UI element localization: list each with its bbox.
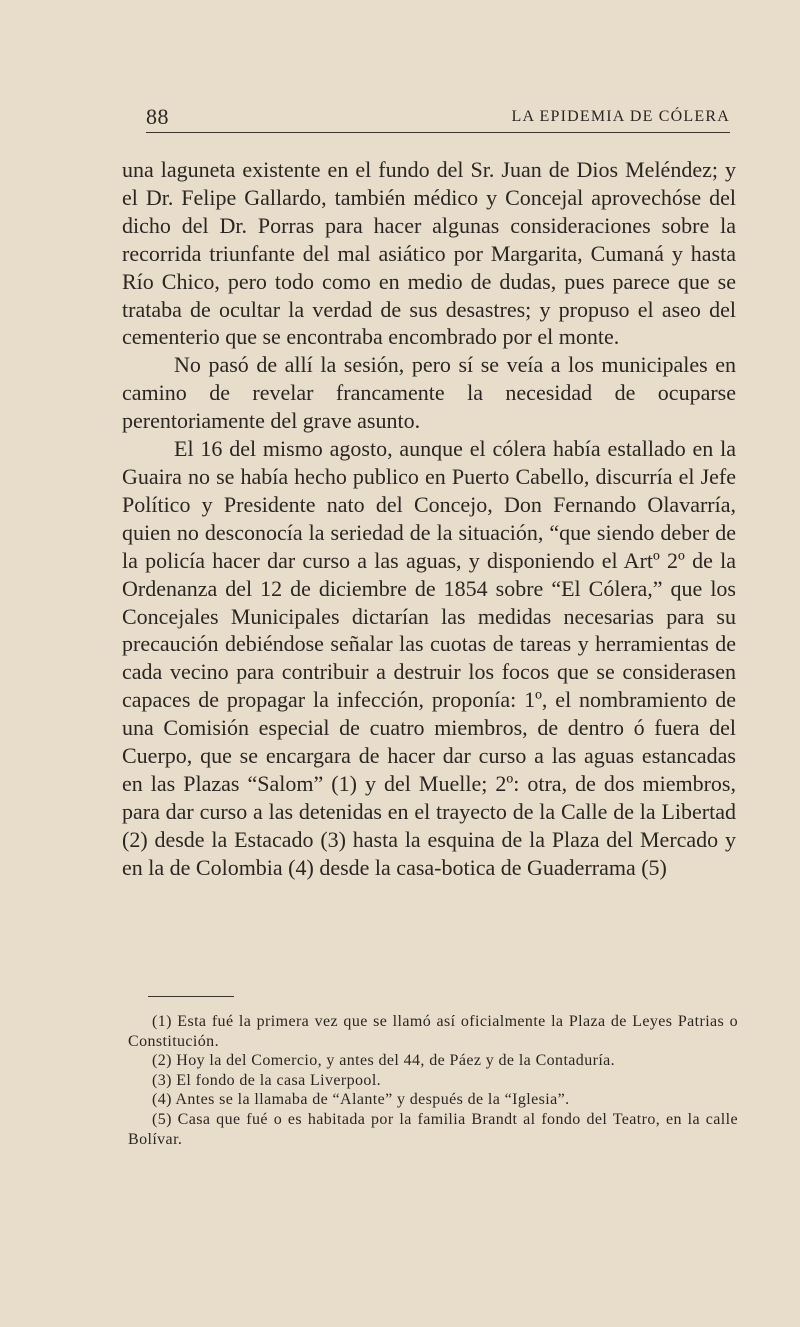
page-header	[146, 104, 730, 130]
running-title: LA EPIDEMIA DE CÓLERA	[511, 108, 730, 125]
paragraph-2: No pasó de allí la sesión, pero sí se veía a los municipales en camino de revelar francamente la necesidad de ocuparse perentoriamente del grave asunto.	[122, 352, 736, 434]
footnote-3: (3) El fondo de la casa Liverpool.	[152, 1071, 382, 1089]
page-number: 88	[146, 104, 169, 129]
paragraph-3: El 16 del mismo agosto, aunque el cólera había estallado en la Guaira no se había hecho publico en Puerto Cabello, discurría el Jefe Político y Presidente nato del Concejo, Don Fernando Olavarría, quien no desconocía la seriedad de la situación, “que siendo deber de la policía hacer dar curso a las aguas, y disponiendo el Artº 2º de la Ordenanza del 12 de diciembre de 1854 sobre “El Cólera,” que los Concejales Municipales dictarían las medidas necesarias para su precaución debiéndose señalar las cuotas de tareas y herramientas de cada vecino para contribuir a destruir los focos que se considerasen capaces de propagar la infección, proponía: 1º, el nombramiento de una Comisión especial de cuatro miembros, de dentro ó fuera del Cuerpo, que se encargara de hacer dar curso a las aguas estancadas en las Plazas “Salom” (1) y del Muelle; 2º: otra, de dos miembros, para dar curso a las detenidas en el trayecto de la Calle de la Libertad (2) desde la Estacado (3) hasta la esquina de la Plaza del Mercado y en la de Colombia (4) desde la casa-botica de Guaderrama (5)	[122, 436, 736, 880]
header-rule	[146, 132, 730, 133]
paragraph-1: una laguneta existente en el fundo del Sr. Juan de Dios Meléndez; y el Dr. Felipe Gallardo, también médico y Concejal aprovechóse del dicho del Dr. Porras para hacer algunas consideraciones sobre la recorrida triunfante del mal asiático por Margarita, Cumaná y hasta Río Chico, pero todo como en medio de dudas, pues parece que se trataba de ocultar la verdad de sus desastres; y propuso el aseo del cementerio que se encontraba encombrado por el monte.	[122, 157, 736, 350]
footnote-5: (5) Casa que fué o es habitada por la familia Brandt al fondo del Teatro, en la calle Bolívar.	[128, 1110, 738, 1148]
footnotes	[128, 1012, 738, 1149]
footnote-4: (4) Antes se la llamaba de “Alante” y después de la “Iglesia”.	[152, 1091, 570, 1109]
footnote-rule	[148, 996, 234, 997]
footnote-2: (2) Hoy la del Comercio, y antes del 44, de Páez y de la Contaduría.	[152, 1052, 616, 1070]
footnote-1: (1) Esta fué la primera vez que se llamó así oficialmente la Plaza de Leyes Patrias o Constitución.	[128, 1013, 738, 1050]
body-text	[122, 156, 736, 882]
